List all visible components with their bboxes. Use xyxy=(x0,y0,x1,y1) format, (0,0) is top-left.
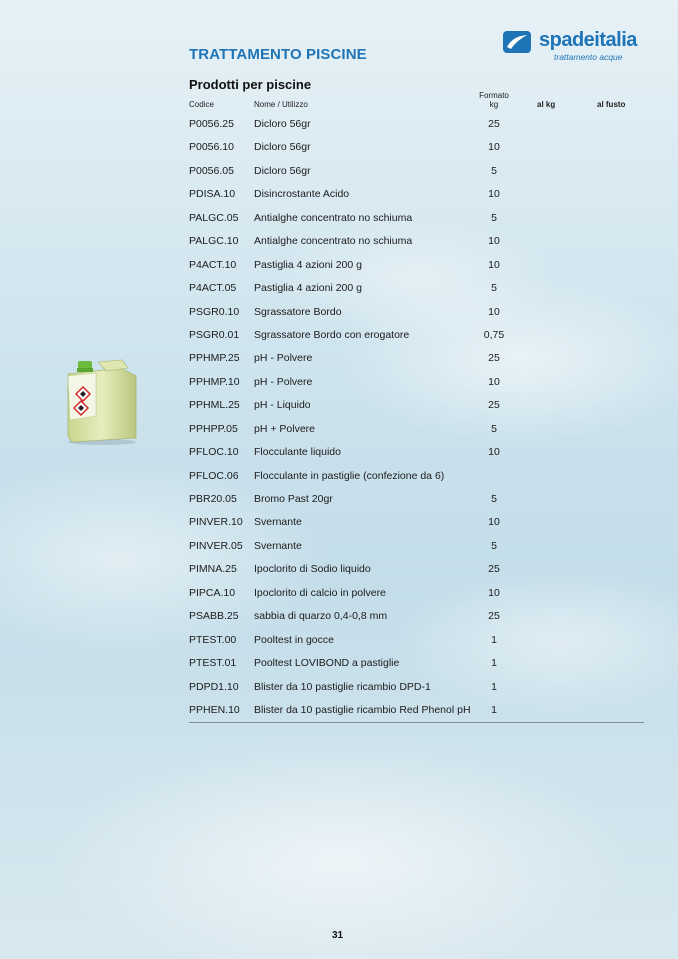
product-name: Svernante xyxy=(254,516,302,529)
column-header-price-per-drum: al fusto xyxy=(597,100,626,109)
table-row xyxy=(189,464,644,487)
product-format-kg: 25 xyxy=(488,399,500,412)
product-name: sabbia di quarzo 0,4-0,8 mm xyxy=(254,610,388,623)
column-header-format: Formato xyxy=(479,91,509,100)
product-format-kg: 10 xyxy=(488,516,500,529)
product-code: PPHEN.10 xyxy=(189,703,240,716)
column-header-price-per-kg: al kg xyxy=(537,100,556,109)
product-name: Sgrassatore Bordo con erogatore xyxy=(254,328,410,341)
table-row xyxy=(189,440,644,463)
product-table xyxy=(189,112,644,721)
product-format-kg: 10 xyxy=(488,586,500,599)
product-format-kg: 5 xyxy=(491,422,497,435)
logo-wave-icon xyxy=(502,30,532,54)
product-format-kg: 10 xyxy=(488,235,500,248)
column-header-code: Codice xyxy=(189,100,214,109)
brand-logo xyxy=(502,28,652,64)
page-number: 31 xyxy=(332,930,344,941)
product-format-kg: 25 xyxy=(488,563,500,576)
product-code: PSGR0.01 xyxy=(189,328,240,341)
product-format-kg: 1 xyxy=(491,633,497,646)
product-name: Antialghe concentrato no schiuma xyxy=(254,211,413,224)
product-format-kg: 1 xyxy=(491,703,497,716)
product-format-kg: 10 xyxy=(488,305,500,318)
product-name: Disincrostante Acido xyxy=(254,188,350,201)
product-code: PPHMP.10 xyxy=(189,375,240,388)
table-row xyxy=(189,675,644,698)
product-code: PBR20.05 xyxy=(189,493,237,505)
product-name: Ipoclorito di calcio in polvere xyxy=(254,586,386,599)
product-name: pH - Liquido xyxy=(254,399,311,412)
product-format-kg: 5 xyxy=(491,282,497,295)
product-name: Pastiglia 4 azioni 200 g xyxy=(254,282,362,295)
product-code: PINVER.10 xyxy=(189,516,243,529)
product-name: pH - Polvere xyxy=(254,375,313,388)
table-row xyxy=(189,253,644,276)
product-format-kg: 5 xyxy=(491,493,497,505)
product-name: Bromo Past 20gr xyxy=(254,493,333,505)
column-header-name: Nome / Utilizzo xyxy=(254,100,308,109)
product-name: Dicloro 56gr xyxy=(254,141,311,154)
table-bottom-rule xyxy=(189,722,644,723)
table-row xyxy=(189,510,644,533)
section-title: Prodotti per piscine xyxy=(189,77,312,92)
page-title: TRATTAMENTO PISCINE xyxy=(189,46,367,63)
product-format-kg: 25 xyxy=(488,352,500,365)
product-name: Sgrassatore Bordo xyxy=(254,305,342,318)
jerrycan-product-image xyxy=(62,356,142,446)
table-row xyxy=(189,487,644,510)
table-row xyxy=(189,182,644,205)
logo-brand: spadeitalia xyxy=(539,29,637,51)
product-code: PPHML.25 xyxy=(189,399,240,412)
product-name: Dicloro 56gr xyxy=(254,164,311,177)
table-row xyxy=(189,229,644,252)
product-name: Antialghe concentrato no schiuma xyxy=(254,235,413,248)
product-format-kg: 1 xyxy=(491,680,497,693)
table-row xyxy=(189,206,644,229)
product-code: PFLOC.10 xyxy=(189,446,239,459)
product-format-kg: 10 xyxy=(488,446,500,459)
table-row xyxy=(189,159,644,182)
product-format-kg: 10 xyxy=(488,141,500,154)
table-row xyxy=(189,698,644,721)
product-name: Dicloro 56gr xyxy=(254,118,311,130)
product-name: Blister da 10 pastiglie ricambio DPD-1 xyxy=(254,680,431,693)
product-format-kg: 10 xyxy=(488,188,500,201)
product-code: P4ACT.10 xyxy=(189,258,237,271)
table-row xyxy=(189,651,644,674)
product-name: Svernante xyxy=(254,539,302,552)
product-format-kg: 5 xyxy=(491,164,497,177)
product-code: PDISA.10 xyxy=(189,188,236,201)
product-code: PPHPP.05 xyxy=(189,422,238,435)
product-format-kg: 5 xyxy=(491,211,497,224)
table-row xyxy=(189,135,644,158)
product-code: PALGC.10 xyxy=(189,235,239,248)
product-code: PTEST.01 xyxy=(189,657,237,670)
product-code: PDPD1.10 xyxy=(189,680,239,693)
product-name: pH + Polvere xyxy=(254,422,315,435)
product-code: PSGR0.10 xyxy=(189,305,240,318)
product-code: P0056.25 xyxy=(189,118,234,130)
product-name: Pastiglia 4 azioni 200 g xyxy=(254,258,362,271)
table-row xyxy=(189,323,644,346)
product-format-kg: 10 xyxy=(488,258,500,271)
product-code: P4ACT.05 xyxy=(189,282,237,295)
product-format-kg: 10 xyxy=(488,375,500,388)
product-name: pH - Polvere xyxy=(254,352,313,365)
product-code: PFLOC.06 xyxy=(189,469,239,482)
product-name: Pooltest in gocce xyxy=(254,633,334,646)
table-row xyxy=(189,534,644,557)
product-code: P0056.10 xyxy=(189,141,234,154)
product-code: PIPCA.10 xyxy=(189,586,236,599)
table-row xyxy=(189,393,644,416)
product-name: Ipoclorito di Sodio liquido xyxy=(254,563,371,576)
table-row xyxy=(189,581,644,604)
table-row xyxy=(189,346,644,369)
product-code: PTEST.00 xyxy=(189,633,237,646)
product-format-kg: 25 xyxy=(488,118,500,130)
table-row xyxy=(189,370,644,393)
product-name: Blister da 10 pastiglie ricambio Red Phenol pH xyxy=(254,703,471,716)
logo-tagline: trattamento acque xyxy=(554,52,623,62)
product-code: PIMNA.25 xyxy=(189,563,237,576)
table-row xyxy=(189,417,644,440)
table-row xyxy=(189,628,644,651)
product-code: P0056.05 xyxy=(189,164,234,177)
product-code: PPHMP.25 xyxy=(189,352,240,365)
product-name: Pooltest LOVIBOND a pastiglie xyxy=(254,657,400,670)
product-format-kg: 25 xyxy=(488,610,500,623)
product-code: PINVER.05 xyxy=(189,539,243,552)
product-name: Flocculante in pastiglie (confezione da 6) xyxy=(254,469,445,482)
table-row xyxy=(189,276,644,299)
product-code: PALGC.05 xyxy=(189,211,239,224)
product-format-kg: 1 xyxy=(491,657,497,670)
column-header-format-unit: kg xyxy=(489,100,499,109)
product-name: Flocculante liquido xyxy=(254,446,341,459)
table-row xyxy=(189,300,644,323)
table-row xyxy=(189,112,644,135)
product-code: PSABB.25 xyxy=(189,610,239,623)
product-format-kg: 0,75 xyxy=(483,328,505,341)
table-row xyxy=(189,604,644,627)
product-format-kg: 5 xyxy=(491,539,497,552)
table-row xyxy=(189,557,644,580)
